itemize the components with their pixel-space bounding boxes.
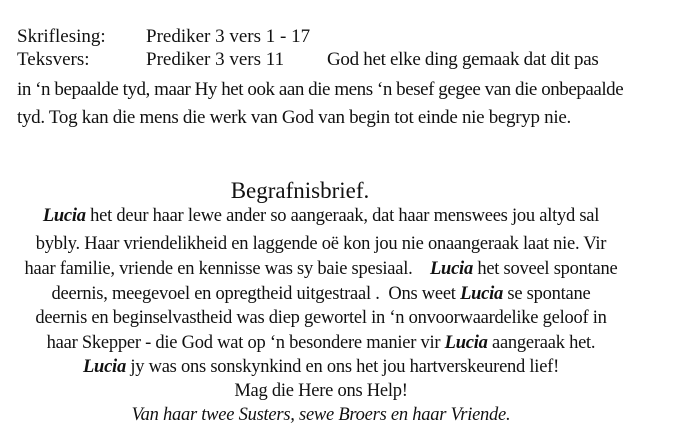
- letter-line-2-text: bybly. Haar vriendelikheid en laggende oë kon jou nie onaangeraak laat nie. Vir: [35, 234, 607, 254]
- letter-line-4: [0, 283, 642, 306]
- letter-line-6-pre: haar Skepper - die God wat op ‘n besondere manier vir: [46, 333, 445, 353]
- letter-line-1-text: het deur haar lewe ander so aangeraak, dat haar menswees jou altyd sal: [85, 206, 600, 226]
- letter-line-3-post: het soveel spontane: [472, 259, 618, 279]
- letter-line-6-post: aangeraak het.: [487, 333, 596, 353]
- name-lucia: Lucia: [83, 357, 126, 377]
- letter-line-1: [0, 205, 642, 228]
- letter-line-6: [0, 332, 642, 355]
- letter-title: Begrafnisbrief.: [230, 178, 370, 203]
- letter-line-5-text: deernis en beginselvastheid was diep gewortel in ‘n onvoorwaardelike geloof in: [35, 308, 607, 328]
- reading-reference: Prediker 3 vers 1 - 17: [146, 26, 311, 47]
- letter-closing: [0, 404, 642, 427]
- verse-text-start: God het elke ding gemaak dat dit pas: [327, 49, 599, 70]
- letter-line-3: [0, 258, 642, 281]
- letter-line-3-pre: haar familie, vriende en kennisse was sy baie spesiaal.: [24, 259, 430, 279]
- letter-line-5: [0, 307, 642, 330]
- verse-text-line-2: in ‘n bepaalde tyd, maar Hy het ook aan die mens ‘n besef gegee van die onbepaalde: [17, 79, 624, 100]
- letter-closing-text: Van haar twee Susters, sewe Broers en haar Vriende.: [131, 405, 511, 425]
- letter-line-2: [0, 233, 642, 256]
- letter-line-8-text: Mag die Here ons Help!: [234, 381, 408, 401]
- text-verse-label: Teksvers:: [17, 49, 90, 70]
- letter-line-7: [0, 356, 642, 379]
- verse-text-line-3: tyd. Tog kan die mens die werk van God van begin tot einde nie begryp nie.: [17, 107, 571, 128]
- name-lucia: Lucia: [460, 284, 504, 304]
- letter-line-8: [0, 380, 642, 403]
- reading-label: Skriflesing:: [17, 26, 106, 47]
- name-lucia: Lucia: [444, 333, 488, 353]
- name-lucia: Lucia: [430, 259, 473, 279]
- letter-line-4-pre: deernis, meegevoel en opregtheid uitgestraal . Ons weet: [51, 284, 461, 304]
- text-verse-reference: Prediker 3 vers 11: [146, 49, 285, 70]
- letter-line-7-text: jy was ons sonskynkind en ons het jou hartverskeurend lief!: [125, 357, 559, 377]
- name-lucia: Lucia: [42, 206, 86, 226]
- letter-line-4-post: se spontane: [503, 284, 591, 304]
